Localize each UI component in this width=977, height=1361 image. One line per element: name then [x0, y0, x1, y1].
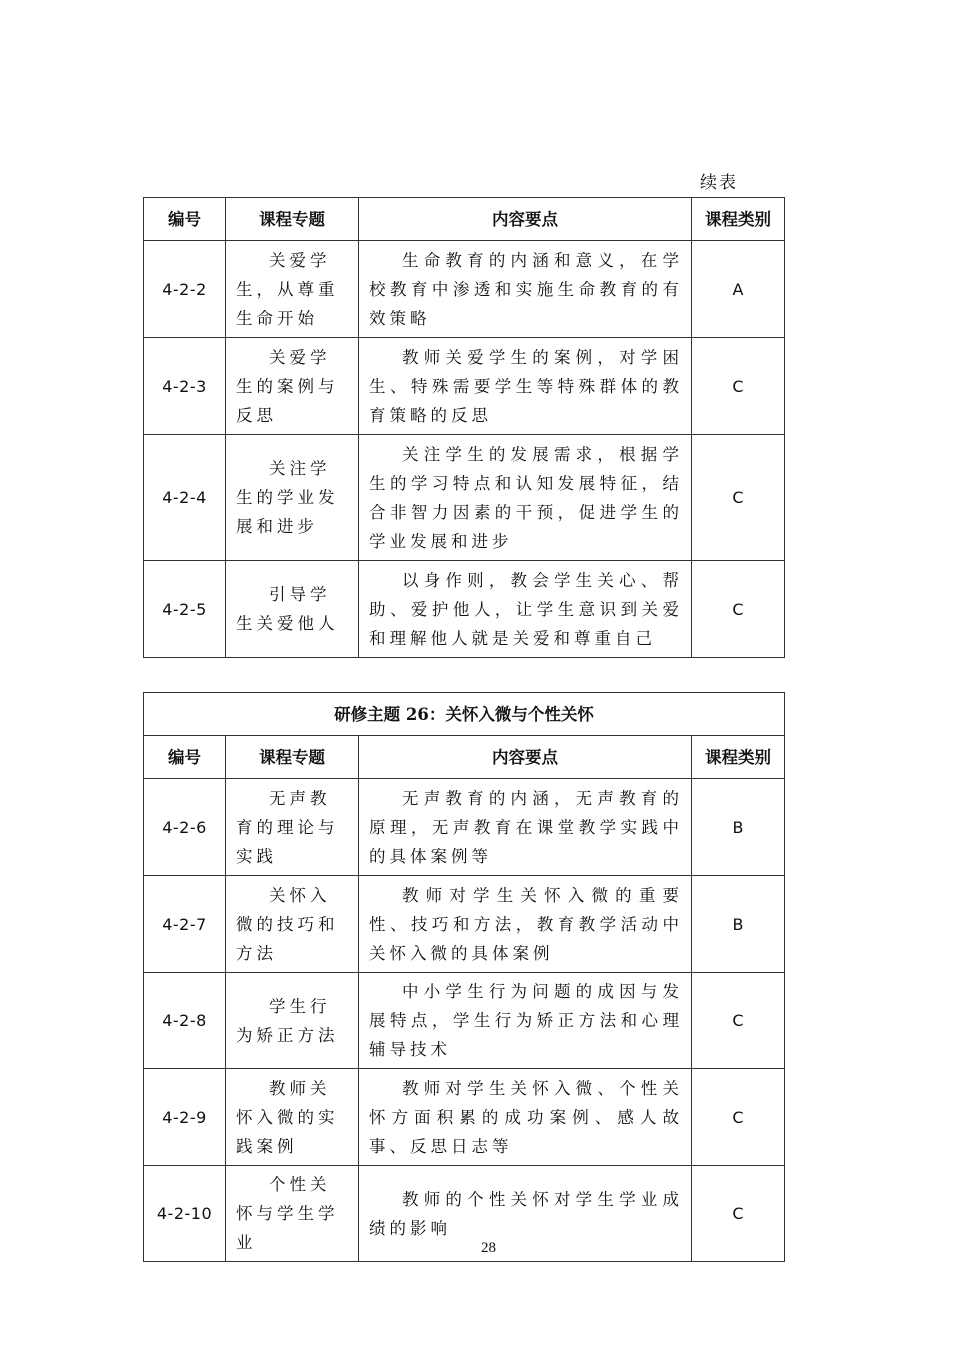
- row-category: C: [692, 973, 785, 1069]
- row-topic: 关爱学生的案例与反思: [226, 338, 359, 435]
- row-content: 教师对学生关怀入微、个性关怀方面积累的成功案例、感人故事、反思日志等: [359, 1069, 692, 1166]
- table-row: [144, 241, 785, 338]
- page-number: 28: [481, 1240, 496, 1256]
- row-topic: 个性关怀与学生学业: [226, 1166, 359, 1262]
- course-table-continued: [143, 197, 785, 658]
- row-topic: 关怀入微的技巧和方法: [226, 876, 359, 973]
- row-code: 4-2-8: [144, 973, 226, 1069]
- header-content: 内容要点: [359, 198, 692, 241]
- table-row: [144, 876, 785, 973]
- table-header-row: [144, 198, 785, 241]
- row-category: C: [692, 1069, 785, 1166]
- row-code: 4-2-4: [144, 435, 226, 561]
- row-content: 无声教育的内涵，无声教育的原理，无声教育在课堂教学实践中的具体案例等: [359, 779, 692, 876]
- row-category: C: [692, 435, 785, 561]
- row-content: 关注学生的发展需求，根据学生的学习特点和认知发展特征，结合非智力因素的干预，促进学生的学业发展和进步: [359, 435, 692, 561]
- row-category: B: [692, 779, 785, 876]
- row-topic: 关爱学生，从尊重生命开始: [226, 241, 359, 338]
- header-category: 课程类别: [692, 198, 785, 241]
- course-table-theme-26: [143, 692, 785, 1262]
- row-topic: 引导学生关爱他人: [226, 561, 359, 658]
- table-row: [144, 973, 785, 1069]
- row-code: 4-2-5: [144, 561, 226, 658]
- row-category: C: [692, 338, 785, 435]
- continuation-label: 续表: [700, 173, 738, 193]
- row-code: 4-2-6: [144, 779, 226, 876]
- row-content: 教师的个性关怀对学生学业成绩的影响: [359, 1166, 692, 1262]
- row-topic: 学生行为矫正方法: [226, 973, 359, 1069]
- table-row: [144, 1069, 785, 1166]
- header-content: 内容要点: [359, 736, 692, 779]
- table-row: [144, 779, 785, 876]
- row-topic: 教师关怀入微的实践案例: [226, 1069, 359, 1166]
- header-code: 编号: [144, 736, 226, 779]
- table-row: [144, 561, 785, 658]
- table-header-row: [144, 736, 785, 779]
- header-topic: 课程专题: [226, 736, 359, 779]
- header-category: 课程类别: [692, 736, 785, 779]
- row-topic: 关注学生的学业发展和进步: [226, 435, 359, 561]
- row-code: 4-2-7: [144, 876, 226, 973]
- theme-title: 研修主题 26：关怀入微与个性关怀: [144, 693, 785, 736]
- header-code: 编号: [144, 198, 226, 241]
- theme-title-row: [144, 693, 785, 736]
- row-category: A: [692, 241, 785, 338]
- header-topic: 课程专题: [226, 198, 359, 241]
- row-code: 4-2-9: [144, 1069, 226, 1166]
- table-row: [144, 338, 785, 435]
- row-content: 以身作则，教会学生关心、帮助、爱护他人，让学生意识到关爱和理解他人就是关爱和尊重自己: [359, 561, 692, 658]
- row-content: 生命教育的内涵和意义，在学校教育中渗透和实施生命教育的有效策略: [359, 241, 692, 338]
- row-content: 教师关爱学生的案例，对学困生、特殊需要学生等特殊群体的教育策略的反思: [359, 338, 692, 435]
- row-category: B: [692, 876, 785, 973]
- row-topic: 无声教育的理论与实践: [226, 779, 359, 876]
- row-code: 4-2-2: [144, 241, 226, 338]
- row-code: 4-2-10: [144, 1166, 226, 1262]
- table-row: [144, 435, 785, 561]
- row-category: C: [692, 561, 785, 658]
- row-content: 教师对学生关怀入微的重要性、技巧和方法，教育教学活动中关怀入微的具体案例: [359, 876, 692, 973]
- row-content: 中小学生行为问题的成因与发展特点，学生行为矫正方法和心理辅导技术: [359, 973, 692, 1069]
- row-category: C: [692, 1166, 785, 1262]
- row-code: 4-2-3: [144, 338, 226, 435]
